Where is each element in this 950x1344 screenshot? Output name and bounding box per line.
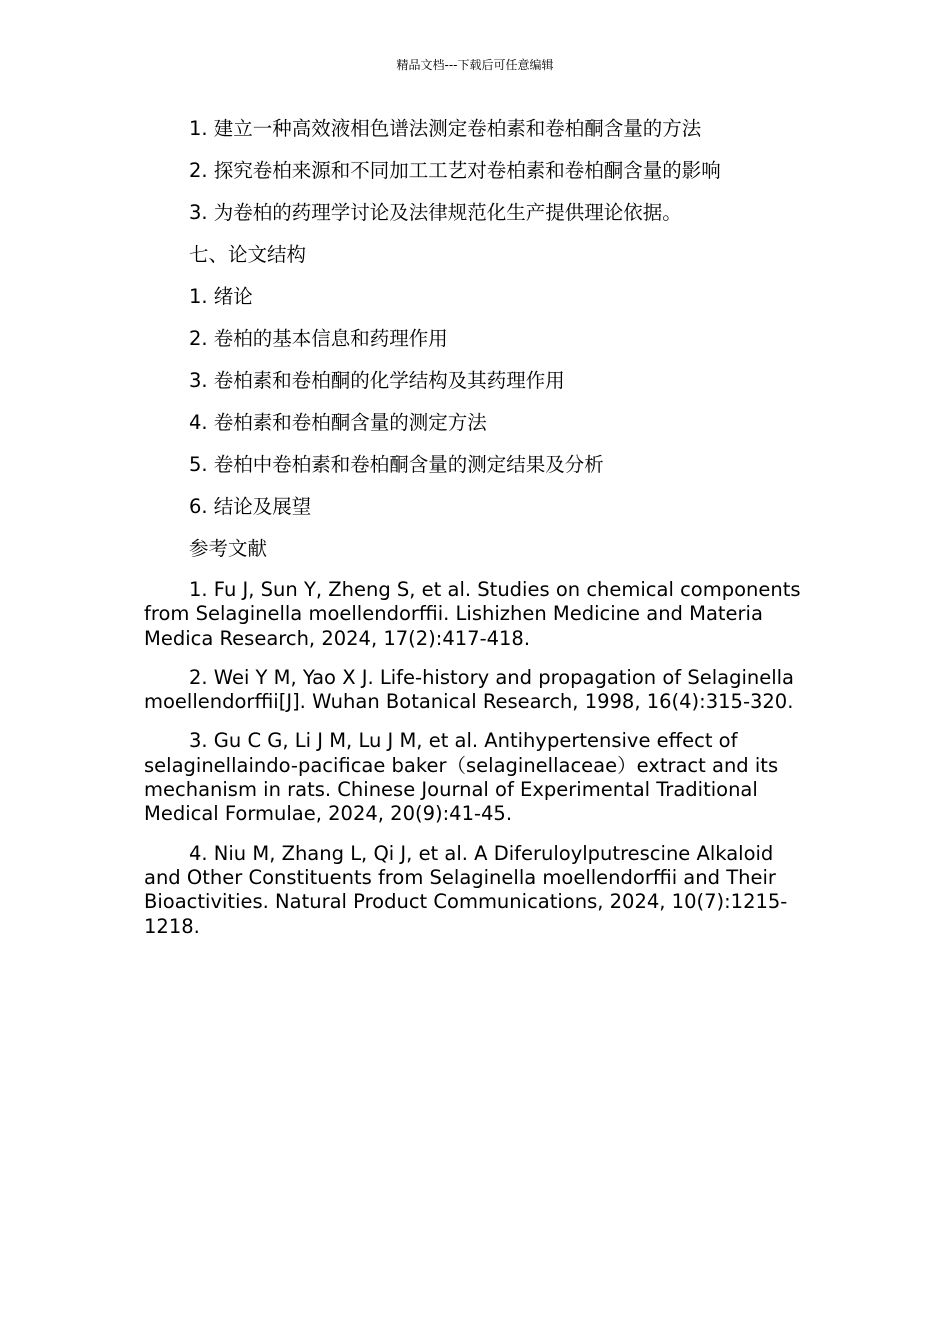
structure-item: 4. 卷柏素和卷柏酮含量的测定方法 xyxy=(189,411,487,434)
reference-item: 4. Niu M, Zhang L, Qi J, et al. A Diferuloylputrescine Alkaloid and Other Constituents from Selaginella moellendorffii and Their Bioactivities. Natural Product Communications, 2024, 10(7):1215-1218. xyxy=(144,841,788,938)
structure-item: 6. 结论及展望 xyxy=(189,495,312,518)
section-heading-structure: 七、论文结构 xyxy=(189,243,307,266)
objective-item: 2. 探究卷柏来源和不同加工工艺对卷柏素和卷柏酮含量的影响 xyxy=(189,159,721,182)
structure-item: 1. 绪论 xyxy=(189,285,253,308)
page-header: 精品文档---下载后可任意编辑 xyxy=(396,58,554,72)
reference-item: 1. Fu J, Sun Y, Zheng S, et al. Studies on chemical components from Selaginella moellendorffii. Lishizhen Medicine and Materia Medica Research, 2024, 17(2):417-418. xyxy=(144,578,801,650)
reference-item: 3. Gu C G, Li J M, Lu J M, et al. Antihypertensive effect of selaginellaindo-pacificae baker（selaginellaceae）extract and its mechanism in rats. Chinese Journal of Experimental Traditional Medical Formulae, 2024, 20(9):41-45. xyxy=(144,729,779,826)
structure-item: 5. 卷柏中卷柏素和卷柏酮含量的测定结果及分析 xyxy=(189,453,604,476)
reference-item: 2. Wei Y M, Yao X J. Life-history and propagation of Selaginella moellendorffii[J]. Wuhan Botanical Research, 1998, 16(4):315-320. xyxy=(144,665,795,714)
structure-item: 2. 卷柏的基本信息和药理作用 xyxy=(189,327,448,350)
structure-item: 3. 卷柏素和卷柏酮的化学结构及其药理作用 xyxy=(189,369,565,392)
section-heading-references: 参考文献 xyxy=(189,537,268,560)
objective-item: 3. 为卷柏的药理学讨论及法律规范化生产提供理论依据。 xyxy=(189,201,682,224)
document-body xyxy=(144,116,814,954)
objective-item: 1. 建立一种高效液相色谱法测定卷柏素和卷柏酮含量的方法 xyxy=(189,117,702,140)
reference-list xyxy=(144,578,814,939)
